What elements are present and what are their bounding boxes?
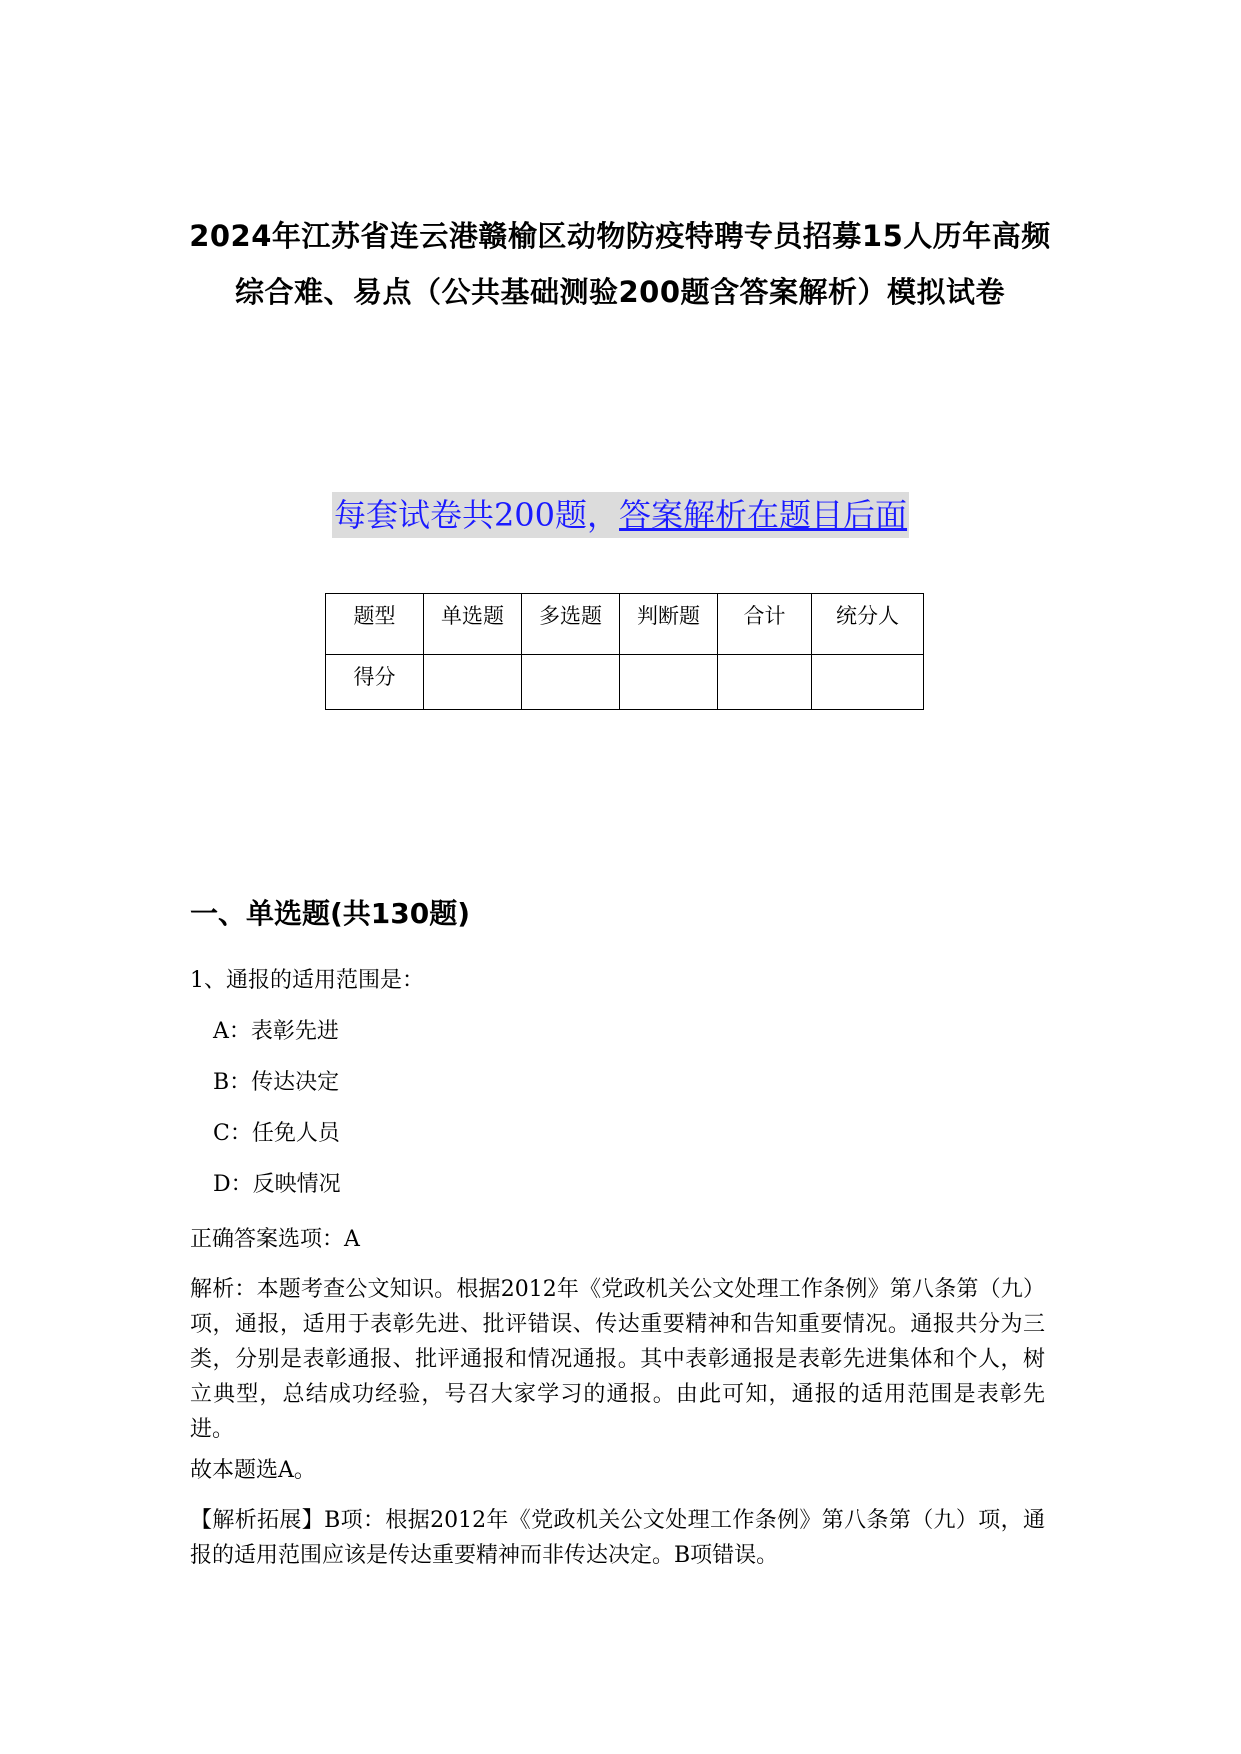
option-b: B：传达决定 <box>213 1070 340 1095</box>
score-cell[interactable] <box>620 655 718 710</box>
score-cell[interactable] <box>718 655 812 710</box>
score-header-cell: 合计 <box>718 594 812 655</box>
score-table <box>325 593 924 710</box>
option-d: D：反映情况 <box>213 1172 341 1197</box>
option-c: C：任免人员 <box>213 1121 340 1146</box>
score-header-cell: 题型 <box>326 594 424 655</box>
score-header-cell: 单选题 <box>424 594 522 655</box>
score-row-label: 得分 <box>326 655 424 710</box>
score-header-cell: 统分人 <box>812 594 924 655</box>
document-title: 2024年江苏省连云港赣榆区动物防疫特聘专员招募15人历年高频综合难、易点（公共基础测验200题含答案解析）模拟试卷 <box>189 219 1051 309</box>
option-a: A：表彰先进 <box>213 1019 339 1044</box>
score-cell[interactable] <box>522 655 620 710</box>
notice-prefix: 每套试卷共200题， <box>333 496 620 534</box>
correct-answer: 正确答案选项：A <box>190 1227 360 1252</box>
question-stem: 1、通报的适用范围是： <box>190 968 424 993</box>
score-cell[interactable] <box>812 655 924 710</box>
explanation-extension: 【解析拓展】B项：根据2012年《党政机关公文处理工作条例》第八条第（九）项，通报的适用范围应该是传达重要精神而非传达决定。B项错误。 <box>190 1508 1045 1568</box>
score-table-row <box>326 655 924 710</box>
notice-highlight <box>332 492 909 538</box>
section-title: 一、单选题(共130题) <box>190 897 471 930</box>
score-table-header-row <box>326 594 924 655</box>
score-cell[interactable] <box>424 655 522 710</box>
notice-link[interactable]: 答案解析在题目后面 <box>619 496 908 534</box>
notice-banner <box>0 490 1241 536</box>
score-header-cell: 判断题 <box>620 594 718 655</box>
explanation: 解析：本题考查公文知识。根据2012年《党政机关公文处理工作条例》第八条第（九）项，通报，适用于表彰先进、批评错误、传达重要精神和告知重要情况。通报共分为三类，分别是表彰通报、批评通报和情况通报。其中表彰通报是表彰先进集体和个人，树立典型，总结成功经验，号召大家学习的通报。由此可知，通报的适用范围是表彰先进。 <box>190 1277 1045 1442</box>
conclusion: 故本题选A。 <box>190 1458 316 1483</box>
score-header-cell: 多选题 <box>522 594 620 655</box>
